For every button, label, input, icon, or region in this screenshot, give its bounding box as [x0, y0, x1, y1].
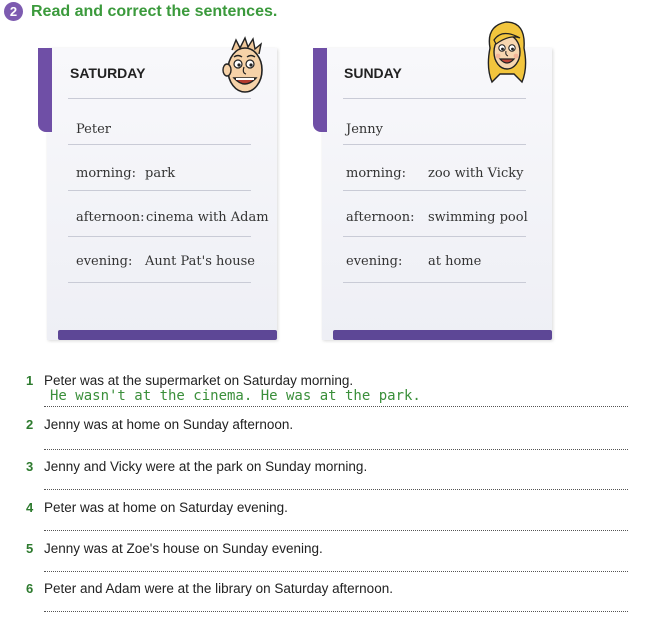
saturday-evening-label: evening:	[76, 254, 133, 269]
sunday-card-tab	[313, 48, 327, 132]
jenny-face-illustration	[484, 18, 530, 86]
sample-answer: He wasn't at the cinema. He was at the park.	[50, 388, 421, 404]
answer-line[interactable]	[44, 571, 628, 572]
saturday-card-tab	[38, 48, 52, 132]
jenny-name: Jenny	[346, 122, 383, 137]
question-sentence: Jenny was at home on Sunday afternoon.	[44, 417, 294, 432]
answer-line[interactable]	[44, 530, 628, 531]
answer-line[interactable]	[44, 489, 628, 490]
question-sentence: Jenny was at Zoe's house on Sunday evening.	[44, 541, 323, 556]
question-number: 5	[26, 541, 34, 556]
answer-line[interactable]	[44, 449, 628, 450]
sunday-morning-label: morning:	[346, 166, 406, 181]
answer-line[interactable]	[44, 406, 628, 407]
saturday-afternoon-value: cinema with Adam	[146, 210, 269, 225]
card-divider	[343, 144, 526, 145]
card-divider	[343, 98, 526, 99]
sunday-card-bottom-bar	[333, 330, 552, 340]
sunday-evening-label: evening:	[346, 254, 403, 269]
card-divider	[68, 236, 251, 237]
saturday-heading: SATURDAY	[70, 65, 146, 81]
exercise-instruction: Read and correct the sentences.	[31, 3, 278, 20]
sunday-morning-value: zoo with Vicky	[428, 166, 524, 181]
exercise-number-badge: 2	[4, 2, 23, 21]
question-number: 6	[26, 581, 34, 596]
card-divider	[68, 282, 251, 283]
sunday-heading: SUNDAY	[344, 65, 402, 81]
question-sentence: Peter was at the supermarket on Saturday morning.	[44, 373, 354, 388]
sunday-afternoon-label: afternoon:	[346, 210, 415, 225]
saturday-card-bottom-bar	[58, 330, 277, 340]
question-sentence: Jenny and Vicky were at the park on Sunday morning.	[44, 459, 368, 474]
question-number: 4	[26, 500, 34, 515]
question-sentence: Peter was at home on Saturday evening.	[44, 500, 288, 515]
peter-name: Peter	[76, 122, 111, 137]
card-divider	[343, 282, 526, 283]
question-number: 2	[26, 417, 34, 432]
sunday-card	[322, 48, 552, 340]
card-divider	[68, 190, 251, 191]
question-number: 1	[26, 373, 34, 388]
question-number: 3	[26, 459, 34, 474]
card-divider	[68, 144, 251, 145]
card-divider	[343, 190, 526, 191]
peter-face-illustration	[218, 36, 270, 98]
saturday-evening-value: Aunt Pat's house	[145, 254, 255, 269]
card-divider	[343, 236, 526, 237]
saturday-afternoon-label: afternoon:	[76, 210, 145, 225]
sunday-afternoon-value: swimming pool	[428, 210, 528, 225]
saturday-morning-value: park	[145, 166, 176, 181]
sunday-evening-value: at home	[428, 254, 482, 269]
card-divider	[68, 98, 251, 99]
answer-line[interactable]	[44, 611, 628, 612]
saturday-morning-label: morning:	[76, 166, 136, 181]
question-sentence: Peter and Adam were at the library on Saturday afternoon.	[44, 581, 393, 596]
